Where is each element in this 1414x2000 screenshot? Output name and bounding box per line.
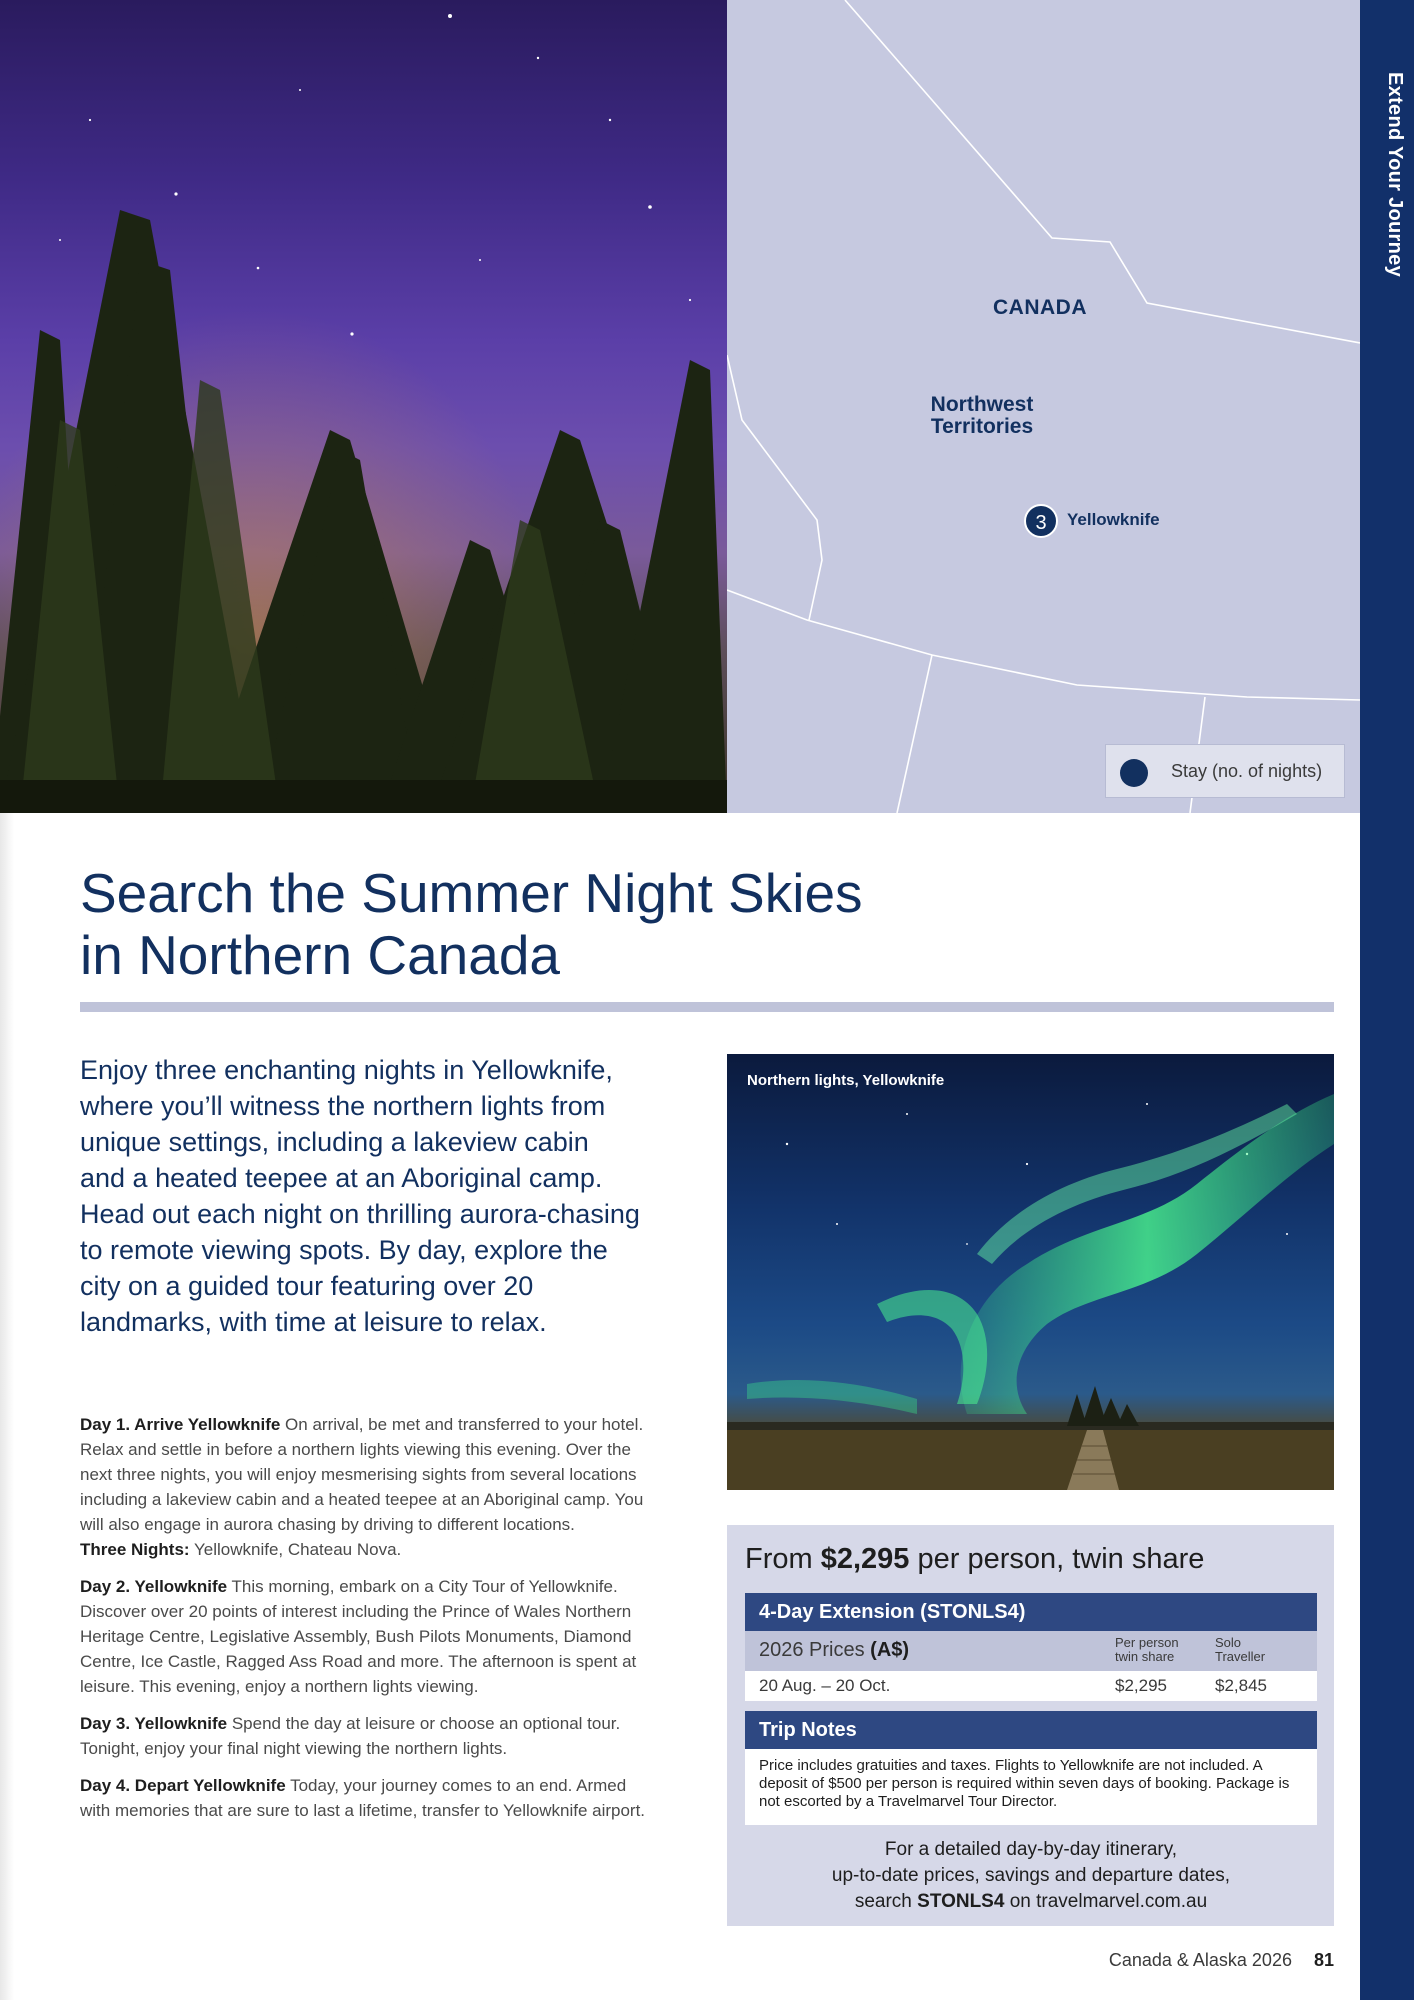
title-line1: Search the Summer Night Skies xyxy=(80,862,863,924)
day-text: On arrival, be met and transferred to your hotel. Relax and settle in before a northern lights viewing this evening. Over the next three nights, you will enjoy mesmerising sights from several locations including a lakeview cabin and a heated teepee at an Aboriginal camp. You will also engage in aurora chasing by driving to different locations. xyxy=(80,1415,644,1534)
night-forest-illustration xyxy=(0,0,727,813)
itinerary xyxy=(80,1412,652,1835)
extension-title: 4-Day Extension (STONLS4) xyxy=(745,1593,1317,1631)
sidebar-label: Extend Your Journey xyxy=(1384,72,1406,278)
route-map xyxy=(727,0,1360,813)
day-text: Spend the day at leisure or choose an optional tour. Tonight, enjoy your final night viewing the northern lights. xyxy=(80,1714,621,1758)
col-twin-line2: twin share xyxy=(1115,1649,1175,1664)
title-line2: in Northern Canada xyxy=(80,924,561,986)
col-solo-line1: Solo xyxy=(1215,1635,1242,1650)
solo-price: $2,845 xyxy=(1215,1676,1267,1695)
cta-line2: up-to-date prices, savings and departure dates, xyxy=(831,1865,1231,1886)
twin-price: $2,295 xyxy=(1115,1676,1167,1695)
page-fold-shadow xyxy=(0,813,14,2000)
stay-marker: 3 xyxy=(1024,504,1058,538)
price-panel xyxy=(727,1525,1334,1926)
trip-notes-title: Trip Notes xyxy=(745,1711,1317,1749)
cta-code: STONLS4 xyxy=(917,1891,1005,1912)
col-solo-header xyxy=(1215,1636,1265,1664)
cta-search: search xyxy=(854,1891,918,1912)
table-row xyxy=(745,1671,1317,1701)
cta-line1: For a detailed day-by-day itinerary, xyxy=(884,1839,1178,1860)
day-text: This morning, embark on a City Tour of Yellowknife. Discover over 20 points of interest including the Prince of Wales Northern Heritage Centre, Legislative Assembly, Bush Pilots Monuments, Diamond Centre, Ice Castle, Ragged Ass Road and more. The afternoon is spent at leisure. This evening, enjoy a northern lights viewing. xyxy=(80,1577,637,1696)
brochure-name: Canada & Alaska 2026 xyxy=(1108,1950,1292,1970)
map-legend xyxy=(1105,744,1345,798)
prices-year: 2026 Prices xyxy=(759,1639,871,1661)
price-table-header xyxy=(745,1631,1317,1671)
itinerary-day-4 xyxy=(80,1773,652,1823)
departure-dates: 20 Aug. – 20 Oct. xyxy=(759,1676,891,1695)
aurora-illustration xyxy=(727,1054,1334,1490)
page-footer xyxy=(1000,1950,1334,1971)
night-forest-photo xyxy=(0,0,727,813)
itinerary-day-3 xyxy=(80,1711,652,1761)
day-heading: Day 2. Yellowknife xyxy=(80,1577,228,1596)
itinerary-day-1 xyxy=(80,1412,652,1562)
legend-text: Stay (no. of nights) xyxy=(1171,761,1323,781)
from-price-line xyxy=(745,1543,1204,1576)
territory-label xyxy=(917,394,1047,438)
prices-label xyxy=(759,1639,909,1662)
city-label: Yellowknife xyxy=(1067,510,1160,529)
territory-label-line2: Territories xyxy=(930,415,1034,438)
from-prefix: From xyxy=(745,1543,821,1575)
prices-currency: (A$) xyxy=(870,1639,910,1661)
day-text: Today, your journey comes to an end. Armed with memories that are sure to last a lifetime, transfer to Yellowknife airport. xyxy=(80,1776,646,1820)
page-number: 81 xyxy=(1313,1950,1334,1970)
booking-cta xyxy=(745,1837,1317,1915)
page-title xyxy=(80,862,980,986)
day-heading: Day 3. Yellowknife xyxy=(80,1714,228,1733)
territory-label-line1: Northwest xyxy=(930,393,1034,416)
legend-dot-icon xyxy=(1120,759,1148,787)
from-suffix: per person, twin share xyxy=(909,1543,1205,1575)
sidebar-label-wrapper xyxy=(1368,72,1408,292)
itinerary-day-2 xyxy=(80,1574,652,1699)
photo-caption: Northern lights, Yellowknife xyxy=(747,1072,945,1089)
country-label: CANADA xyxy=(993,296,1087,319)
col-twin-header xyxy=(1115,1636,1179,1664)
day-heading: Day 1. Arrive Yellowknife xyxy=(80,1415,281,1434)
trip-notes-text: Price includes gratuities and taxes. Flights to Yellowknife are not included. A deposit of $500 per person is required within seven days of booking. Package is not escorted by a Travelmarvel Tour Director. xyxy=(745,1749,1317,1825)
col-solo-line2: Traveller xyxy=(1215,1649,1266,1664)
section-sidebar xyxy=(1360,0,1414,2000)
cta-site: on travelmarvel.com.au xyxy=(1004,1891,1208,1912)
day-heading: Day 4. Depart Yellowknife xyxy=(80,1776,286,1795)
title-divider xyxy=(80,1002,1334,1012)
stay-text: Yellowknife, Chateau Nova. xyxy=(189,1540,402,1559)
northern-lights-photo xyxy=(727,1054,1334,1490)
stay-label: Three Nights: xyxy=(80,1540,190,1559)
from-price: $2,295 xyxy=(820,1543,910,1575)
col-twin-line1: Per person xyxy=(1115,1635,1179,1650)
intro-paragraph: Enjoy three enchanting nights in Yellowknife, where you’ll witness the northern lights from unique settings, including a lakeview cabin and a heated teepee at an Aboriginal camp. Head out each night on thrilling aurora-chasing to remote viewing spots. By day, explore the city on a guided tour featuring over 20 landmarks, with time at leisure to relax. xyxy=(80,1055,640,1337)
